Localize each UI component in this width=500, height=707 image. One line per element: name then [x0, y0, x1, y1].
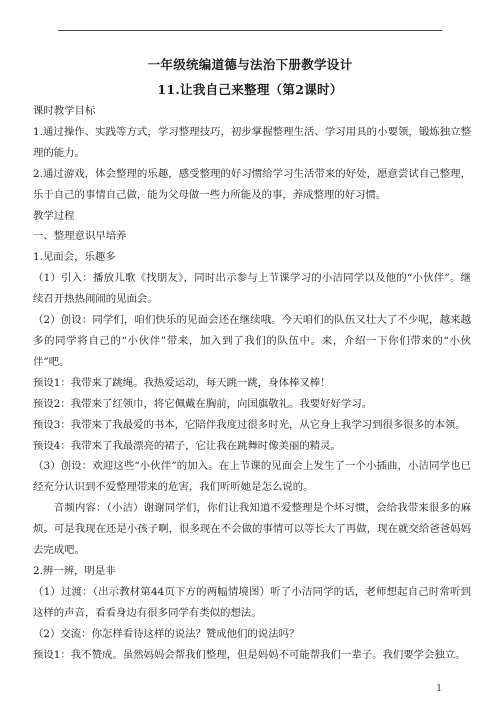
- preset-answer-1: 预设1：我不赞成。虽然妈妈会帮我们整理，但是妈妈不可能帮我们一辈子。我们要学会独立。: [33, 648, 466, 661]
- lesson-subtitle: 11.让我自己来整理（第2课时）: [157, 82, 343, 97]
- paragraph-create-2: （3）创设：欢迎这些“小伙伴”的加入。在上节课的见面会上发生了一个小插曲，小洁同学也已经充分认识到不爱整理带来的危害，我们听听她是怎么说的。: [33, 460, 471, 494]
- step-heading-2: 2.辨一辨，明是非: [33, 564, 116, 577]
- paragraph-create-1: （2）创设：同学们，咱们快乐的见面会还在继续哦。今天咱们的队伍又壮大了不少呢，越来越多的同学将自己的“小伙伴”带来，加入到了我们的队伍中。来，介绍一下你们带来的“小伙伴”吧。: [33, 314, 471, 368]
- part-heading-1: 一、整理意识早培养: [33, 230, 127, 243]
- audio-content: 音频内容：（小洁）谢谢同学们，你们让我知道不爱整理是个坏习惯，会给我带来很多的麻烦。可是我现在还是小孩子啊，很多现在不会做的事情可以等长大了再做，现在就交给爸爸妈妈去完成吧。: [33, 502, 471, 557]
- section-heading-objectives: 课时教学目标: [33, 105, 96, 117]
- preset-4: 预设4：我带来了我最漂亮的裙子，它让我在跳舞时像美丽的精灵。: [33, 439, 341, 452]
- objective-1: 1.通过操作、实践等方式，学习整理技巧，初步掌握整理生活、学习用具的小要领，锻炼独立整理的能力。: [33, 125, 471, 159]
- page-number: 1: [436, 684, 442, 694]
- preset-2: 预设2：我带来了红领巾，将它佩戴在胸前，向国旗敬礼。我要好好学习。: [33, 397, 373, 410]
- preset-1: 预设1：我带来了跳绳。我热爱运动，每天跳一跳，身体棒又棒！: [33, 376, 331, 389]
- header-rule: [58, 30, 442, 31]
- objective-2: 2.通过游戏，体会整理的乐趣，感受整理的好习惯给学习生活带来的好处，愿意尝试自己整理，乐于自己的事情自己做，能为父母做一些力所能及的事，养成整理的好习惯。: [33, 167, 471, 201]
- document-title: 一年级统编道德与法治下册教学设计: [147, 57, 353, 72]
- document-body: [33, 101, 471, 665]
- preset-3: 预设3：我带来了我最爱的书本，它陪伴我度过很多时光，从它身上我学习到很多很多的本领。: [33, 418, 466, 431]
- paragraph-discussion: （2）交流：你怎样看待这样的说法？赞成他们的说法吗？: [33, 627, 300, 640]
- paragraph-intro: （1）引入：播放儿歌《找朋友》，同时出示参与上节课学习的小洁同学以及他的“小伙伴”。继续召开热热闹闹的见面会。: [33, 272, 471, 306]
- section-heading-process: 教学过程: [33, 209, 75, 222]
- paragraph-transition: （1）过渡：（出示教材第44页下方的两幅情境图）听了小洁同学的话，老师想起自己时常听到这样的声音，看看身边有很多同学有类似的想法。: [33, 585, 471, 619]
- step-heading-1: 1.见面会，乐趣多: [33, 251, 116, 264]
